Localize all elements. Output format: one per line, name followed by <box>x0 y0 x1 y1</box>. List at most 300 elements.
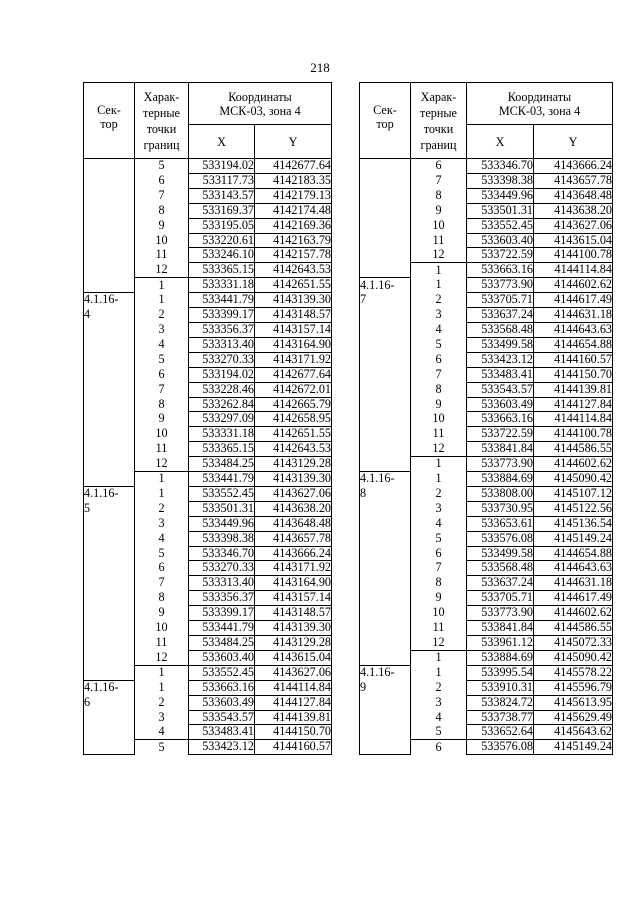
header-boundary-points: Харак- терные точки границ <box>135 83 189 159</box>
point-number: 7 <box>135 382 189 397</box>
point-number: 1 <box>411 263 467 278</box>
sector-cell <box>360 382 411 397</box>
table-row <box>84 367 332 382</box>
coord-x: 533722.59 <box>467 248 534 263</box>
coord-y: 4143638.20 <box>534 203 613 218</box>
table-row <box>360 248 613 263</box>
point-number: 8 <box>135 591 189 606</box>
coord-y: 4143657.78 <box>534 173 613 188</box>
table-row <box>84 531 332 546</box>
point-number: 2 <box>411 293 467 308</box>
sector-cell <box>360 591 411 606</box>
coord-x: 533961.12 <box>467 636 534 651</box>
table-row <box>360 233 613 248</box>
coord-x: 533841.84 <box>467 621 534 636</box>
header-boundary-points: Харак- терные точки границ <box>411 83 467 159</box>
sector-cell <box>84 621 135 636</box>
point-number: 8 <box>135 203 189 218</box>
sector-cell <box>360 501 411 516</box>
table-row <box>84 427 332 442</box>
point-number: 3 <box>411 308 467 323</box>
coord-x: 533705.71 <box>467 293 534 308</box>
sector-cell <box>84 740 135 755</box>
sector-cell <box>360 561 411 576</box>
table-row <box>360 591 613 606</box>
coord-x: 533910.31 <box>467 680 534 695</box>
sector-cell <box>360 710 411 725</box>
coord-y: 4142672.01 <box>255 382 332 397</box>
table-row <box>84 293 332 308</box>
sector-cell <box>360 725 411 740</box>
coord-y: 4144114.84 <box>255 680 332 695</box>
coord-y: 4144654.88 <box>534 546 613 561</box>
table-row <box>84 233 332 248</box>
point-number: 2 <box>135 308 189 323</box>
coord-y: 4143657.78 <box>255 531 332 546</box>
point-number: 6 <box>411 159 467 174</box>
coord-y: 4142658.95 <box>255 412 332 427</box>
coord-y: 4144127.84 <box>255 695 332 710</box>
sector-label: 5 <box>84 501 135 516</box>
coord-y: 4142651.55 <box>255 278 332 293</box>
table-row <box>84 576 332 591</box>
sector-cell <box>84 397 135 412</box>
sector-cell <box>84 412 135 427</box>
table-row <box>360 382 613 397</box>
sector-cell <box>360 546 411 561</box>
sector-cell <box>360 621 411 636</box>
point-number: 4 <box>135 337 189 352</box>
sector-label: 6 <box>84 695 135 710</box>
table-row <box>84 382 332 397</box>
coord-x: 533356.37 <box>189 591 255 606</box>
coord-x: 533169.37 <box>189 203 255 218</box>
coord-x: 533398.38 <box>189 531 255 546</box>
coord-x: 533228.46 <box>189 382 255 397</box>
coord-x: 533653.61 <box>467 516 534 531</box>
sector-label: 4.1.16- <box>84 293 135 308</box>
point-number: 1 <box>411 665 467 680</box>
sector-cell <box>84 322 135 337</box>
coord-x: 533194.02 <box>189 159 255 174</box>
coord-x: 533663.16 <box>467 263 534 278</box>
coord-x: 533297.09 <box>189 412 255 427</box>
table-row <box>84 472 332 487</box>
point-number: 7 <box>411 561 467 576</box>
sector-cell <box>360 576 411 591</box>
coord-x: 533195.05 <box>189 218 255 233</box>
header-y: Y <box>255 125 332 159</box>
coord-x: 533441.79 <box>189 293 255 308</box>
table-row <box>360 531 613 546</box>
coord-x: 533603.49 <box>189 695 255 710</box>
coord-y: 4143648.48 <box>255 516 332 531</box>
coord-y: 4144586.55 <box>534 621 613 636</box>
sector-cell <box>84 367 135 382</box>
coord-x: 533773.90 <box>467 457 534 472</box>
coord-x: 533603.49 <box>467 397 534 412</box>
point-number: 11 <box>411 233 467 248</box>
coordinates-table-left <box>83 82 332 755</box>
table-row <box>360 710 613 725</box>
table-row <box>84 665 332 680</box>
coord-y: 4142169.36 <box>255 218 332 233</box>
header-sector: Сек- тор <box>360 83 411 159</box>
coord-y: 4142643.53 <box>255 442 332 457</box>
point-number: 9 <box>411 397 467 412</box>
point-number: 4 <box>135 531 189 546</box>
coord-x: 533501.31 <box>467 203 534 218</box>
sector-cell <box>360 740 411 755</box>
coord-y: 4144127.84 <box>534 397 613 412</box>
point-number: 5 <box>411 337 467 352</box>
table-row <box>360 725 613 740</box>
coord-y: 4143164.90 <box>255 337 332 352</box>
point-number: 10 <box>135 427 189 442</box>
sector-label: 4.1.16- <box>360 472 411 487</box>
coord-y: 4142643.53 <box>255 263 332 278</box>
point-number: 4 <box>411 710 467 725</box>
coord-x: 533331.18 <box>189 427 255 442</box>
table-row <box>360 397 613 412</box>
sector-cell <box>360 233 411 248</box>
coord-x: 533398.38 <box>467 173 534 188</box>
table-row <box>360 427 613 442</box>
coord-x: 533423.12 <box>467 352 534 367</box>
coord-x: 533194.02 <box>189 367 255 382</box>
sector-cell <box>360 218 411 233</box>
coord-y: 4142183.35 <box>255 173 332 188</box>
coord-y: 4145072.33 <box>534 636 613 651</box>
sector-cell <box>360 397 411 412</box>
coord-x: 533576.08 <box>467 531 534 546</box>
coord-x: 533441.79 <box>189 472 255 487</box>
coord-y: 4144139.81 <box>534 382 613 397</box>
coord-x: 533356.37 <box>189 322 255 337</box>
table-row <box>360 606 613 621</box>
sector-label: 4 <box>84 308 135 323</box>
header-coordinates: Координаты МСК-03, зона 4 <box>467 83 613 125</box>
table-row <box>84 412 332 427</box>
point-number: 10 <box>135 621 189 636</box>
coord-y: 4144586.55 <box>534 442 613 457</box>
coord-x: 533884.69 <box>467 472 534 487</box>
coord-x: 533331.18 <box>189 278 255 293</box>
table-row <box>84 650 332 665</box>
coord-x: 533543.57 <box>189 710 255 725</box>
point-number: 5 <box>135 546 189 561</box>
point-number: 1 <box>411 278 467 293</box>
header-sector: Сек- тор <box>84 83 135 159</box>
table-row <box>84 606 332 621</box>
coord-x: 533246.10 <box>189 248 255 263</box>
header-coordinates: Координаты МСК-03, зона 4 <box>189 83 332 125</box>
coord-y: 4144602.62 <box>534 278 613 293</box>
sector-label: 4.1.16- <box>360 665 411 680</box>
coord-y: 4143627.06 <box>255 486 332 501</box>
coord-y: 4143157.14 <box>255 322 332 337</box>
page-number: 218 <box>310 60 330 75</box>
sector-label: 8 <box>360 486 411 501</box>
sector-cell <box>360 337 411 352</box>
point-number: 1 <box>135 472 189 487</box>
sector-cell <box>84 427 135 442</box>
coord-x: 533346.70 <box>189 546 255 561</box>
point-number: 7 <box>411 367 467 382</box>
point-number: 12 <box>411 248 467 263</box>
sector-cell <box>360 516 411 531</box>
table-row <box>360 561 613 576</box>
coord-y: 4145629.49 <box>534 710 613 725</box>
point-number: 7 <box>411 173 467 188</box>
coord-x: 533603.40 <box>189 650 255 665</box>
point-number: 11 <box>135 636 189 651</box>
sector-cell <box>360 352 411 367</box>
coord-x: 533773.90 <box>467 278 534 293</box>
point-number: 9 <box>411 591 467 606</box>
coord-y: 4144160.57 <box>255 740 332 755</box>
table-row <box>360 457 613 472</box>
point-number: 6 <box>411 740 467 755</box>
coord-y: 4143615.04 <box>534 233 613 248</box>
sector-cell <box>84 203 135 218</box>
coord-y: 4144139.81 <box>255 710 332 725</box>
table-row <box>84 740 332 755</box>
coord-x: 533652.64 <box>467 725 534 740</box>
table-row <box>84 486 332 501</box>
point-number: 12 <box>135 457 189 472</box>
table-row <box>84 710 332 725</box>
coord-x: 533484.25 <box>189 636 255 651</box>
point-number: 5 <box>411 725 467 740</box>
point-number: 10 <box>411 218 467 233</box>
table-row <box>360 367 613 382</box>
point-number: 1 <box>135 680 189 695</box>
table-row <box>360 650 613 665</box>
table-row <box>360 173 613 188</box>
coord-x: 533483.41 <box>467 367 534 382</box>
coord-x: 533365.15 <box>189 442 255 457</box>
coord-y: 4145643.62 <box>534 725 613 740</box>
coord-y: 4144654.88 <box>534 337 613 352</box>
coord-y: 4144631.18 <box>534 576 613 591</box>
coord-y: 4145596.79 <box>534 680 613 695</box>
coord-y: 4144617.49 <box>534 591 613 606</box>
table-row <box>84 725 332 740</box>
coord-y: 4144100.78 <box>534 427 613 442</box>
coord-y: 4142163.79 <box>255 233 332 248</box>
coordinates-table-right <box>359 82 613 755</box>
coord-y: 4143627.06 <box>255 665 332 680</box>
coord-x: 533663.16 <box>467 412 534 427</box>
sector-cell <box>84 636 135 651</box>
coord-x: 533220.61 <box>189 233 255 248</box>
coord-x: 533399.17 <box>189 606 255 621</box>
table-row <box>360 680 613 695</box>
point-number: 5 <box>135 352 189 367</box>
table-row <box>360 486 613 501</box>
coord-y: 4142157.78 <box>255 248 332 263</box>
point-number: 1 <box>135 486 189 501</box>
coord-x: 533841.84 <box>467 442 534 457</box>
sector-cell <box>84 561 135 576</box>
point-number: 5 <box>135 740 189 755</box>
point-number: 1 <box>411 650 467 665</box>
coord-x: 533637.24 <box>467 576 534 591</box>
coord-y: 4143615.04 <box>255 650 332 665</box>
sector-cell <box>360 636 411 651</box>
coord-x: 533262.84 <box>189 397 255 412</box>
table-row <box>84 263 332 278</box>
coord-x: 533270.33 <box>189 561 255 576</box>
table-row <box>360 278 613 293</box>
coord-x: 533449.96 <box>467 188 534 203</box>
table-row <box>84 218 332 233</box>
sector-cell <box>84 352 135 367</box>
point-number: 11 <box>411 427 467 442</box>
sector-cell <box>84 606 135 621</box>
coord-y: 4143139.30 <box>255 293 332 308</box>
sector-cell <box>84 472 135 487</box>
coord-y: 4144643.63 <box>534 561 613 576</box>
point-number: 10 <box>411 606 467 621</box>
table-row <box>84 546 332 561</box>
point-number: 4 <box>411 516 467 531</box>
point-number: 9 <box>135 412 189 427</box>
point-number: 5 <box>135 159 189 174</box>
table-row <box>84 621 332 636</box>
point-number: 1 <box>135 293 189 308</box>
coord-x: 533663.16 <box>189 680 255 695</box>
coord-y: 4143627.06 <box>534 218 613 233</box>
point-number: 12 <box>135 650 189 665</box>
coord-y: 4143139.30 <box>255 472 332 487</box>
coord-y: 4142677.64 <box>255 159 332 174</box>
point-number: 2 <box>135 695 189 710</box>
coord-y: 4143666.24 <box>255 546 332 561</box>
sector-cell <box>84 382 135 397</box>
point-number: 1 <box>411 457 467 472</box>
point-number: 3 <box>135 322 189 337</box>
coord-y: 4144602.62 <box>534 457 613 472</box>
sector-cell <box>84 546 135 561</box>
sector-cell <box>84 442 135 457</box>
table-row <box>84 352 332 367</box>
coord-y: 4144100.78 <box>534 248 613 263</box>
table-row <box>360 576 613 591</box>
coord-y: 4143129.28 <box>255 636 332 651</box>
sector-cell <box>360 695 411 710</box>
coord-y: 4143164.90 <box>255 576 332 591</box>
table-row <box>84 203 332 218</box>
table-row <box>360 322 613 337</box>
coord-y: 4145107.12 <box>534 486 613 501</box>
point-number: 10 <box>135 233 189 248</box>
coord-y: 4143148.57 <box>255 606 332 621</box>
coord-x: 533738.77 <box>467 710 534 725</box>
sector-cell <box>84 278 135 293</box>
table-row <box>84 188 332 203</box>
sector-cell <box>360 442 411 457</box>
point-number: 5 <box>411 531 467 546</box>
coord-x: 533501.31 <box>189 501 255 516</box>
coord-y: 4144602.62 <box>534 606 613 621</box>
sector-cell <box>84 248 135 263</box>
coord-y: 4143171.92 <box>255 561 332 576</box>
point-number: 4 <box>411 322 467 337</box>
point-number: 6 <box>135 561 189 576</box>
sector-label: 4.1.16- <box>360 278 411 293</box>
coord-x: 533499.58 <box>467 337 534 352</box>
coord-y: 4143139.30 <box>255 621 332 636</box>
coord-y: 4145149.24 <box>534 740 613 755</box>
point-number: 12 <box>411 636 467 651</box>
coord-y: 4143157.14 <box>255 591 332 606</box>
coord-x: 533722.59 <box>467 427 534 442</box>
table-row <box>84 308 332 323</box>
table-row <box>360 263 613 278</box>
coord-y: 4142174.48 <box>255 203 332 218</box>
coord-x: 533773.90 <box>467 606 534 621</box>
coord-y: 4143648.48 <box>534 188 613 203</box>
table-row <box>360 188 613 203</box>
table-row <box>360 308 613 323</box>
table-row <box>360 516 613 531</box>
table-row <box>84 442 332 457</box>
coord-x: 533568.48 <box>467 561 534 576</box>
sector-label: 4.1.16- <box>84 486 135 501</box>
point-number: 6 <box>411 546 467 561</box>
coord-x: 533399.17 <box>189 308 255 323</box>
coord-x: 533441.79 <box>189 621 255 636</box>
sector-cell <box>360 606 411 621</box>
table-row <box>84 322 332 337</box>
sector-cell <box>84 665 135 680</box>
point-number: 6 <box>135 367 189 382</box>
table-row <box>360 501 613 516</box>
coord-y: 4142677.64 <box>255 367 332 382</box>
coord-y: 4145090.42 <box>534 472 613 487</box>
coord-x: 533552.45 <box>467 218 534 233</box>
point-number: 2 <box>411 680 467 695</box>
table-row <box>84 397 332 412</box>
coord-y: 4145136.54 <box>534 516 613 531</box>
point-number: 7 <box>135 576 189 591</box>
table-row <box>84 501 332 516</box>
coord-y: 4144114.84 <box>534 263 613 278</box>
sector-cell <box>360 531 411 546</box>
point-number: 8 <box>411 188 467 203</box>
point-number: 7 <box>135 188 189 203</box>
table-row <box>84 248 332 263</box>
coord-y: 4144617.49 <box>534 293 613 308</box>
coord-y: 4142179.13 <box>255 188 332 203</box>
point-number: 3 <box>411 501 467 516</box>
sector-cell <box>360 159 411 174</box>
table-row <box>84 278 332 293</box>
table-row <box>360 218 613 233</box>
sector-cell <box>360 248 411 263</box>
sector-cell <box>84 188 135 203</box>
point-number: 6 <box>135 173 189 188</box>
coord-x: 533705.71 <box>467 591 534 606</box>
point-number: 3 <box>135 516 189 531</box>
point-number: 11 <box>135 248 189 263</box>
sector-cell <box>84 650 135 665</box>
coord-y: 4145090.42 <box>534 650 613 665</box>
coord-y: 4144150.70 <box>255 725 332 740</box>
sector-label: 9 <box>360 680 411 695</box>
